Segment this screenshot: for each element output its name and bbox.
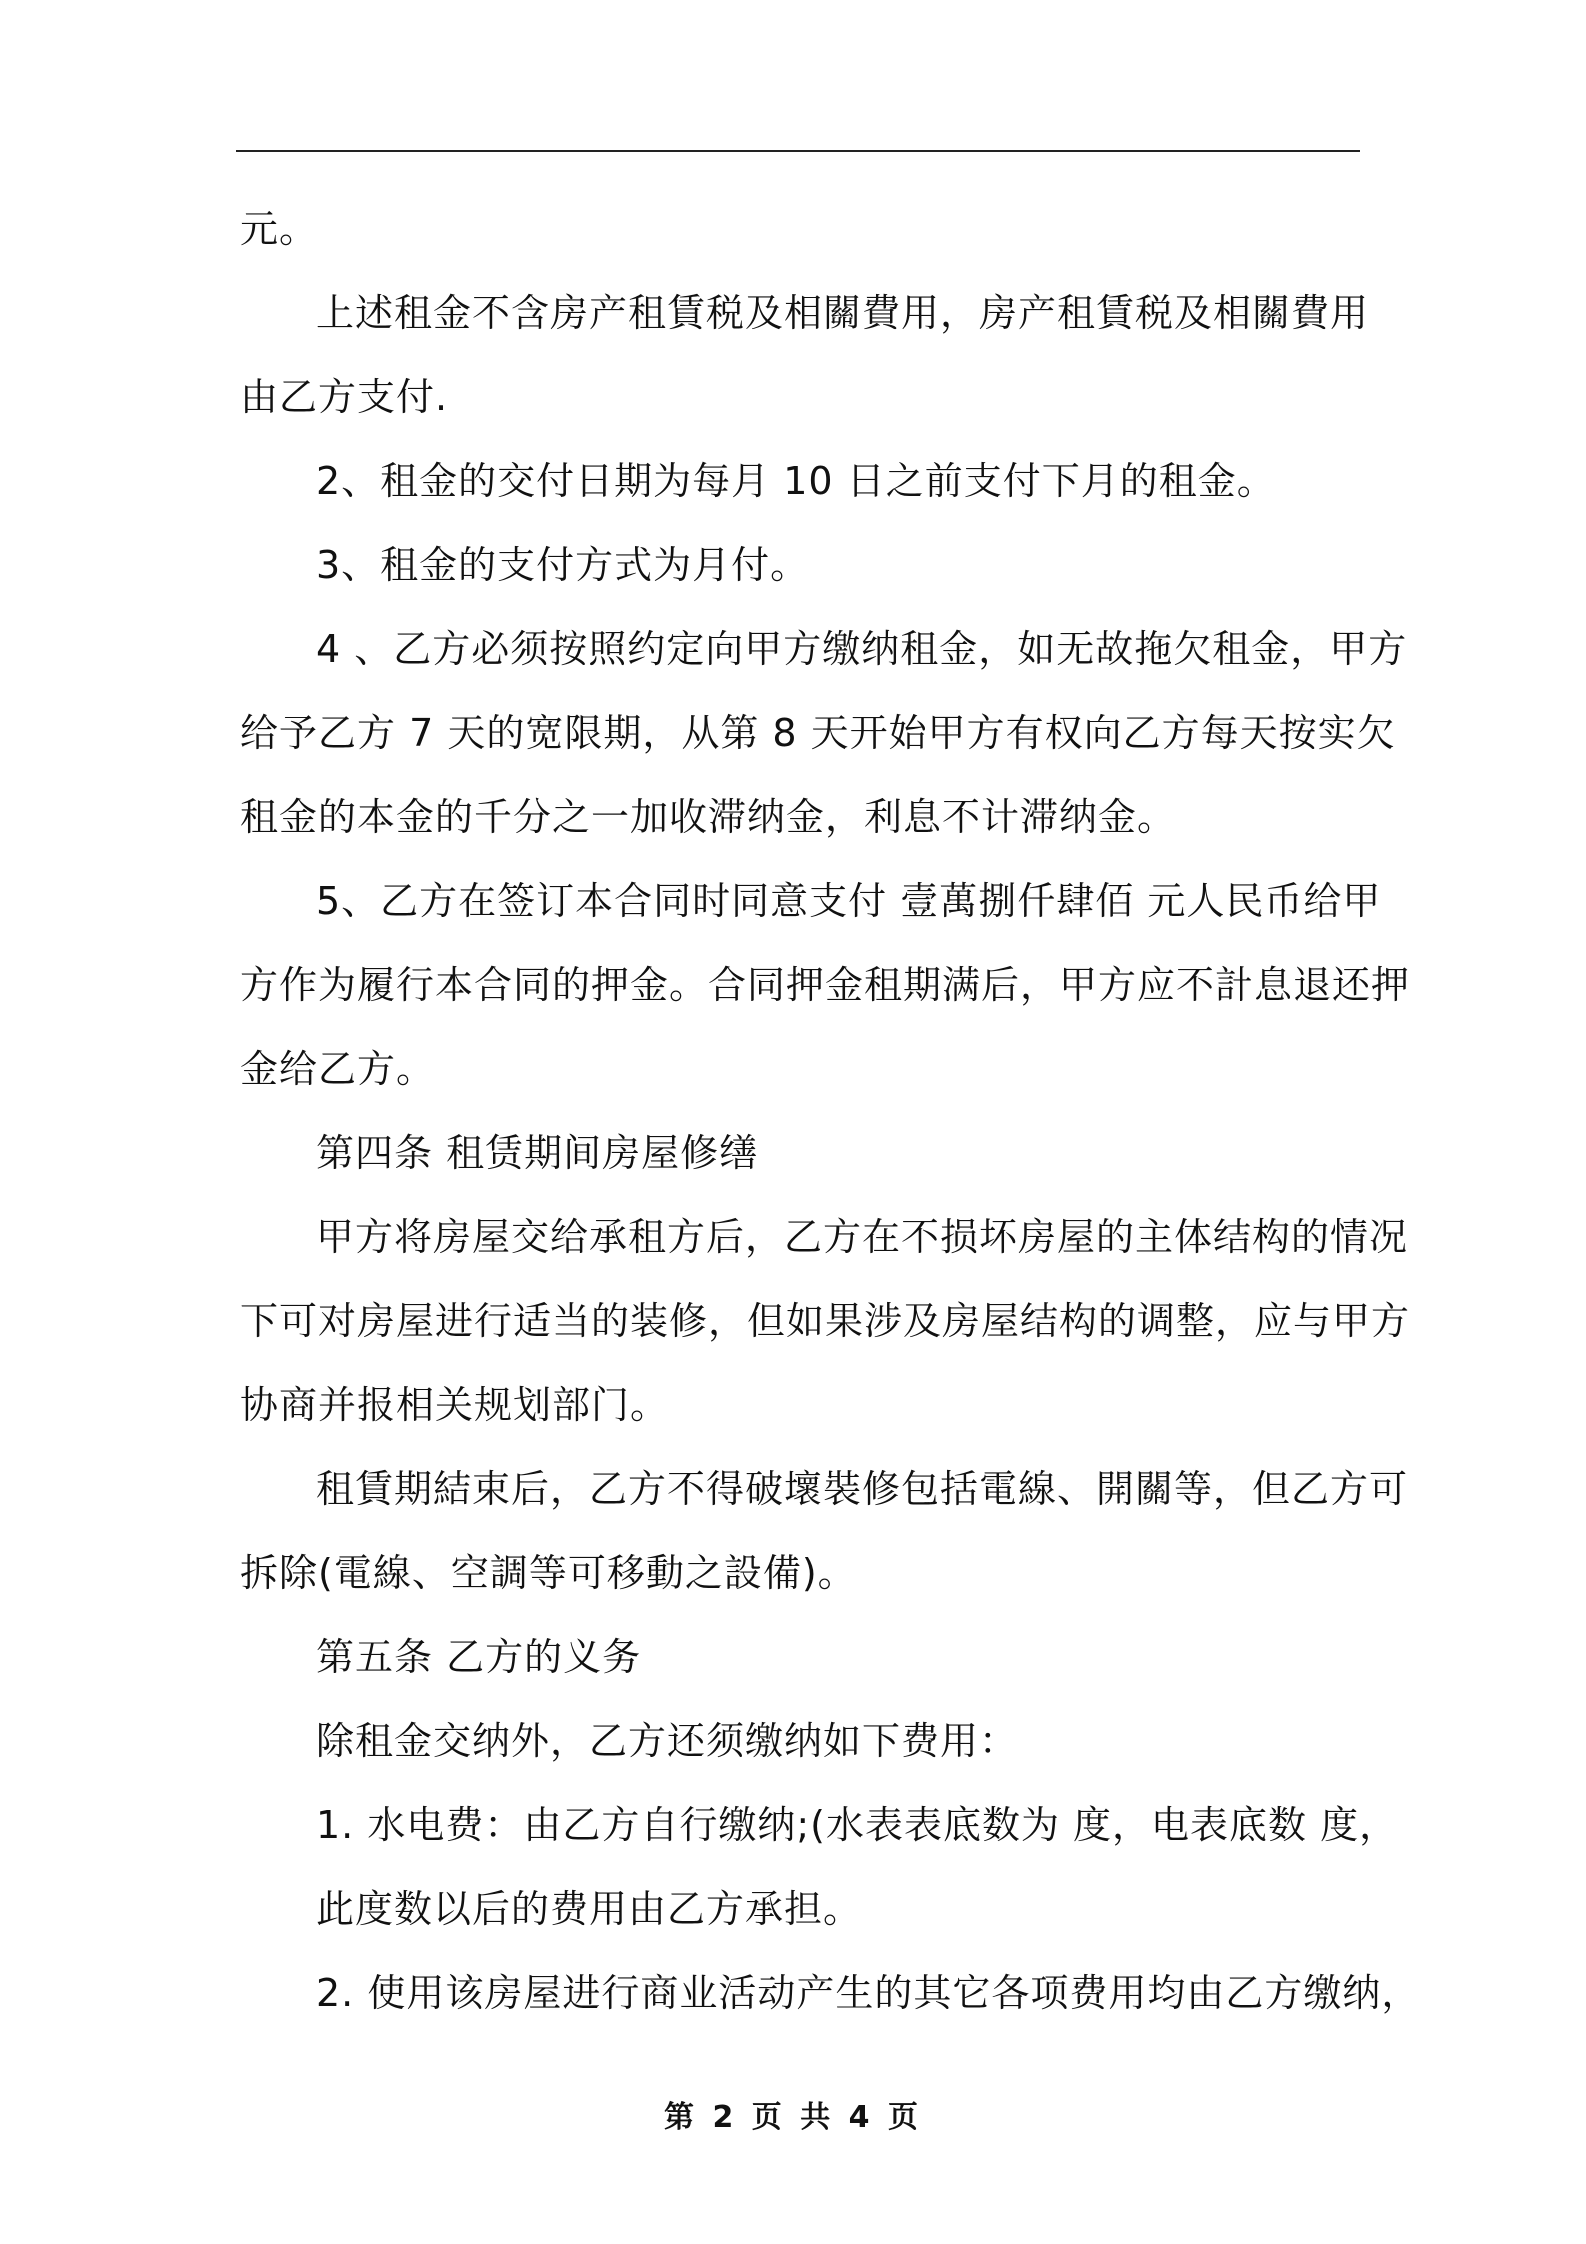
section-heading: 第五条 乙方的义务 (316, 1635, 642, 1679)
text-line: 此度数以后的费用由乙方承担。 (316, 1887, 863, 1931)
text-line: 4 、乙方必须按照约定向甲方缴纳租金，如无故拖欠租金，甲方 (316, 627, 1408, 671)
text-line: 金给乙方。 (240, 1047, 436, 1091)
text-line: 5、乙方在签订本合同时同意支付 壹萬捌仟肆佰 元人民币给甲 (316, 879, 1382, 923)
text-line: 上述租金不含房产租賃税及相關費用，房产租賃税及相關費用 (316, 291, 1370, 335)
text-line: 除租金交纳外，乙方还须缴纳如下费用： (316, 1719, 1019, 1763)
text-line: 下可对房屋进行适当的装修，但如果涉及房屋结构的调整，应与甲方 (240, 1299, 1411, 1343)
text-line: 由乙方支付. (240, 375, 449, 419)
text-line: 元。 (240, 207, 319, 251)
text-line: 租賃期結束后，乙方不得破壞裝修包括電線、開關等，但乙方可 (316, 1467, 1409, 1511)
section-heading: 第四条 租赁期间房屋修缮 (316, 1131, 759, 1175)
text-line: 给予乙方 7 天的宽限期，从第 8 天开始甲方有权向乙方每天按实欠 (240, 711, 1396, 755)
text-line: 方作为履行本合同的押金。合同押金租期满后，甲方应不計息退还押 (240, 963, 1411, 1007)
text-line: 2、租金的交付日期为每月 10 日之前支付下月的租金。 (316, 459, 1276, 503)
text-line: 拆除(電線、空調等可移動之設備)。 (240, 1551, 857, 1595)
text-line: 协商并报相关规划部门。 (240, 1383, 670, 1427)
text-line: 3、租金的支付方式为月付。 (316, 543, 810, 587)
text-line: 甲方将房屋交给承租方后，乙方在不损坏房屋的主体结构的情况 (316, 1215, 1409, 1259)
page-number-footer: 第 2 页 共 4 页 (664, 2100, 922, 2135)
text-line: 租金的本金的千分之一加收滞纳金，利息不计滞纳金。 (240, 795, 1177, 839)
text-line: 2. 使用该房屋进行商业活动产生的其它各项费用均由乙方缴纳， (316, 1971, 1421, 2015)
text-line: 1. 水电费：由乙方自行缴纳;(水表表底数为 度，电表底数 度， (316, 1803, 1399, 1847)
